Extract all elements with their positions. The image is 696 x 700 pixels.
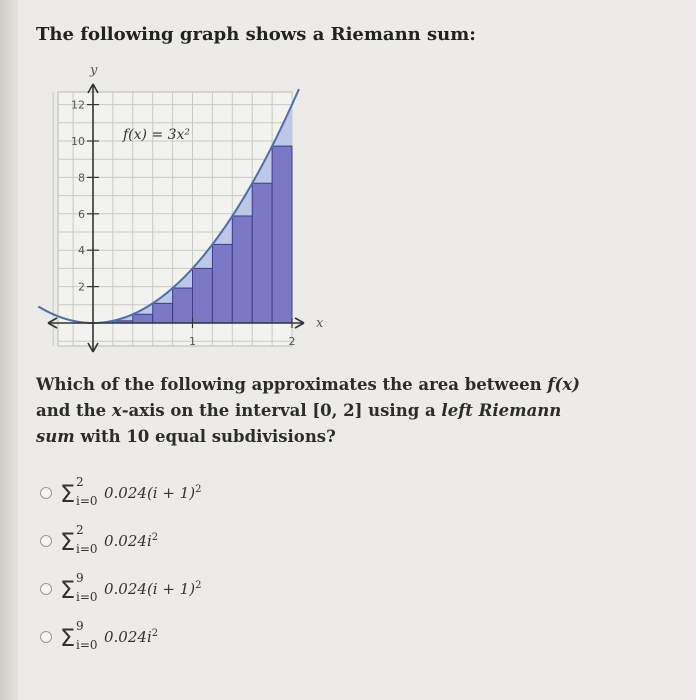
question-title: The following graph shows a Riemann sum: <box>36 24 476 45</box>
y-tick-label: 6 <box>78 207 85 221</box>
riemann-rectangle <box>252 183 272 323</box>
sigma-icon: Σ <box>60 576 76 604</box>
sigma-icon: Σ <box>60 528 76 556</box>
riemann-sum-graph <box>30 50 350 360</box>
radio-button[interactable] <box>40 583 52 595</box>
option-exponent: 2 <box>151 628 159 639</box>
summation <box>60 619 100 652</box>
y-tick-label: 12 <box>71 98 85 112</box>
y-tick-label: 10 <box>71 135 85 148</box>
option-d[interactable] <box>40 619 159 652</box>
sigma-icon: Σ <box>60 480 76 508</box>
option-expression <box>104 484 201 502</box>
chart-title: f(x) = 3x² <box>123 127 191 143</box>
option-a[interactable] <box>40 475 202 508</box>
question-xvar: x <box>111 401 122 420</box>
sum-upper-limit: 9 <box>76 619 84 633</box>
sum-upper-limit: 9 <box>76 571 84 585</box>
sum-lower-limit: i=0 <box>76 638 98 652</box>
riemann-rectangle <box>153 303 173 323</box>
option-expression-text: 0.024(i + 1) <box>104 580 196 598</box>
option-exponent: 2 <box>151 532 159 543</box>
option-exponent: 2 <box>195 484 202 495</box>
option-expression-text: 0.024(i + 1) <box>104 484 196 502</box>
y-axis-label: y <box>90 63 98 78</box>
radio-button[interactable] <box>40 487 52 499</box>
option-expression <box>104 628 158 646</box>
radio-button[interactable] <box>40 631 52 643</box>
question-text-2: and the <box>36 401 112 420</box>
question-text-4: with 10 equal subdivisions? <box>74 427 336 446</box>
x-axis-label: x <box>316 316 324 331</box>
x-tick-label: 1 <box>189 335 196 348</box>
riemann-rectangle <box>212 244 232 323</box>
riemann-rectangle <box>133 314 153 323</box>
riemann-rectangle <box>272 146 292 323</box>
riemann-rectangle <box>173 288 193 323</box>
question-fx: f(x) <box>547 375 580 394</box>
summation <box>60 571 100 604</box>
question-text <box>36 372 596 450</box>
summation <box>60 475 100 508</box>
radio-button[interactable] <box>40 535 52 547</box>
y-tick-label: 4 <box>78 244 85 258</box>
riemann-rectangle <box>232 216 252 323</box>
summation <box>60 523 100 556</box>
y-tick-label: 2 <box>78 280 85 294</box>
sum-lower-limit: i=0 <box>76 590 98 604</box>
sigma-icon: Σ <box>60 624 76 652</box>
sum-lower-limit: i=0 <box>76 542 98 556</box>
question-emphasis: left Riemann sum <box>36 401 562 446</box>
option-expression <box>104 532 158 550</box>
question-text-3: -axis on the interval [0, 2] using a <box>121 401 442 420</box>
y-tick-label: 8 <box>78 171 85 185</box>
question-text-1: Which of the following approximates the area between <box>36 375 548 394</box>
option-exponent: 2 <box>195 580 202 591</box>
page-edge <box>0 0 20 700</box>
sum-upper-limit: 2 <box>76 523 84 537</box>
option-expression-text: 0.024i <box>104 532 152 550</box>
riemann-rectangle <box>193 268 213 323</box>
option-c[interactable] <box>40 571 202 604</box>
sum-upper-limit: 2 <box>76 475 84 489</box>
option-b[interactable] <box>40 523 159 556</box>
x-tick-label: 2 <box>288 335 296 348</box>
sum-lower-limit: i=0 <box>76 494 98 508</box>
option-expression <box>104 580 201 598</box>
option-expression-text: 0.024i <box>104 628 152 646</box>
